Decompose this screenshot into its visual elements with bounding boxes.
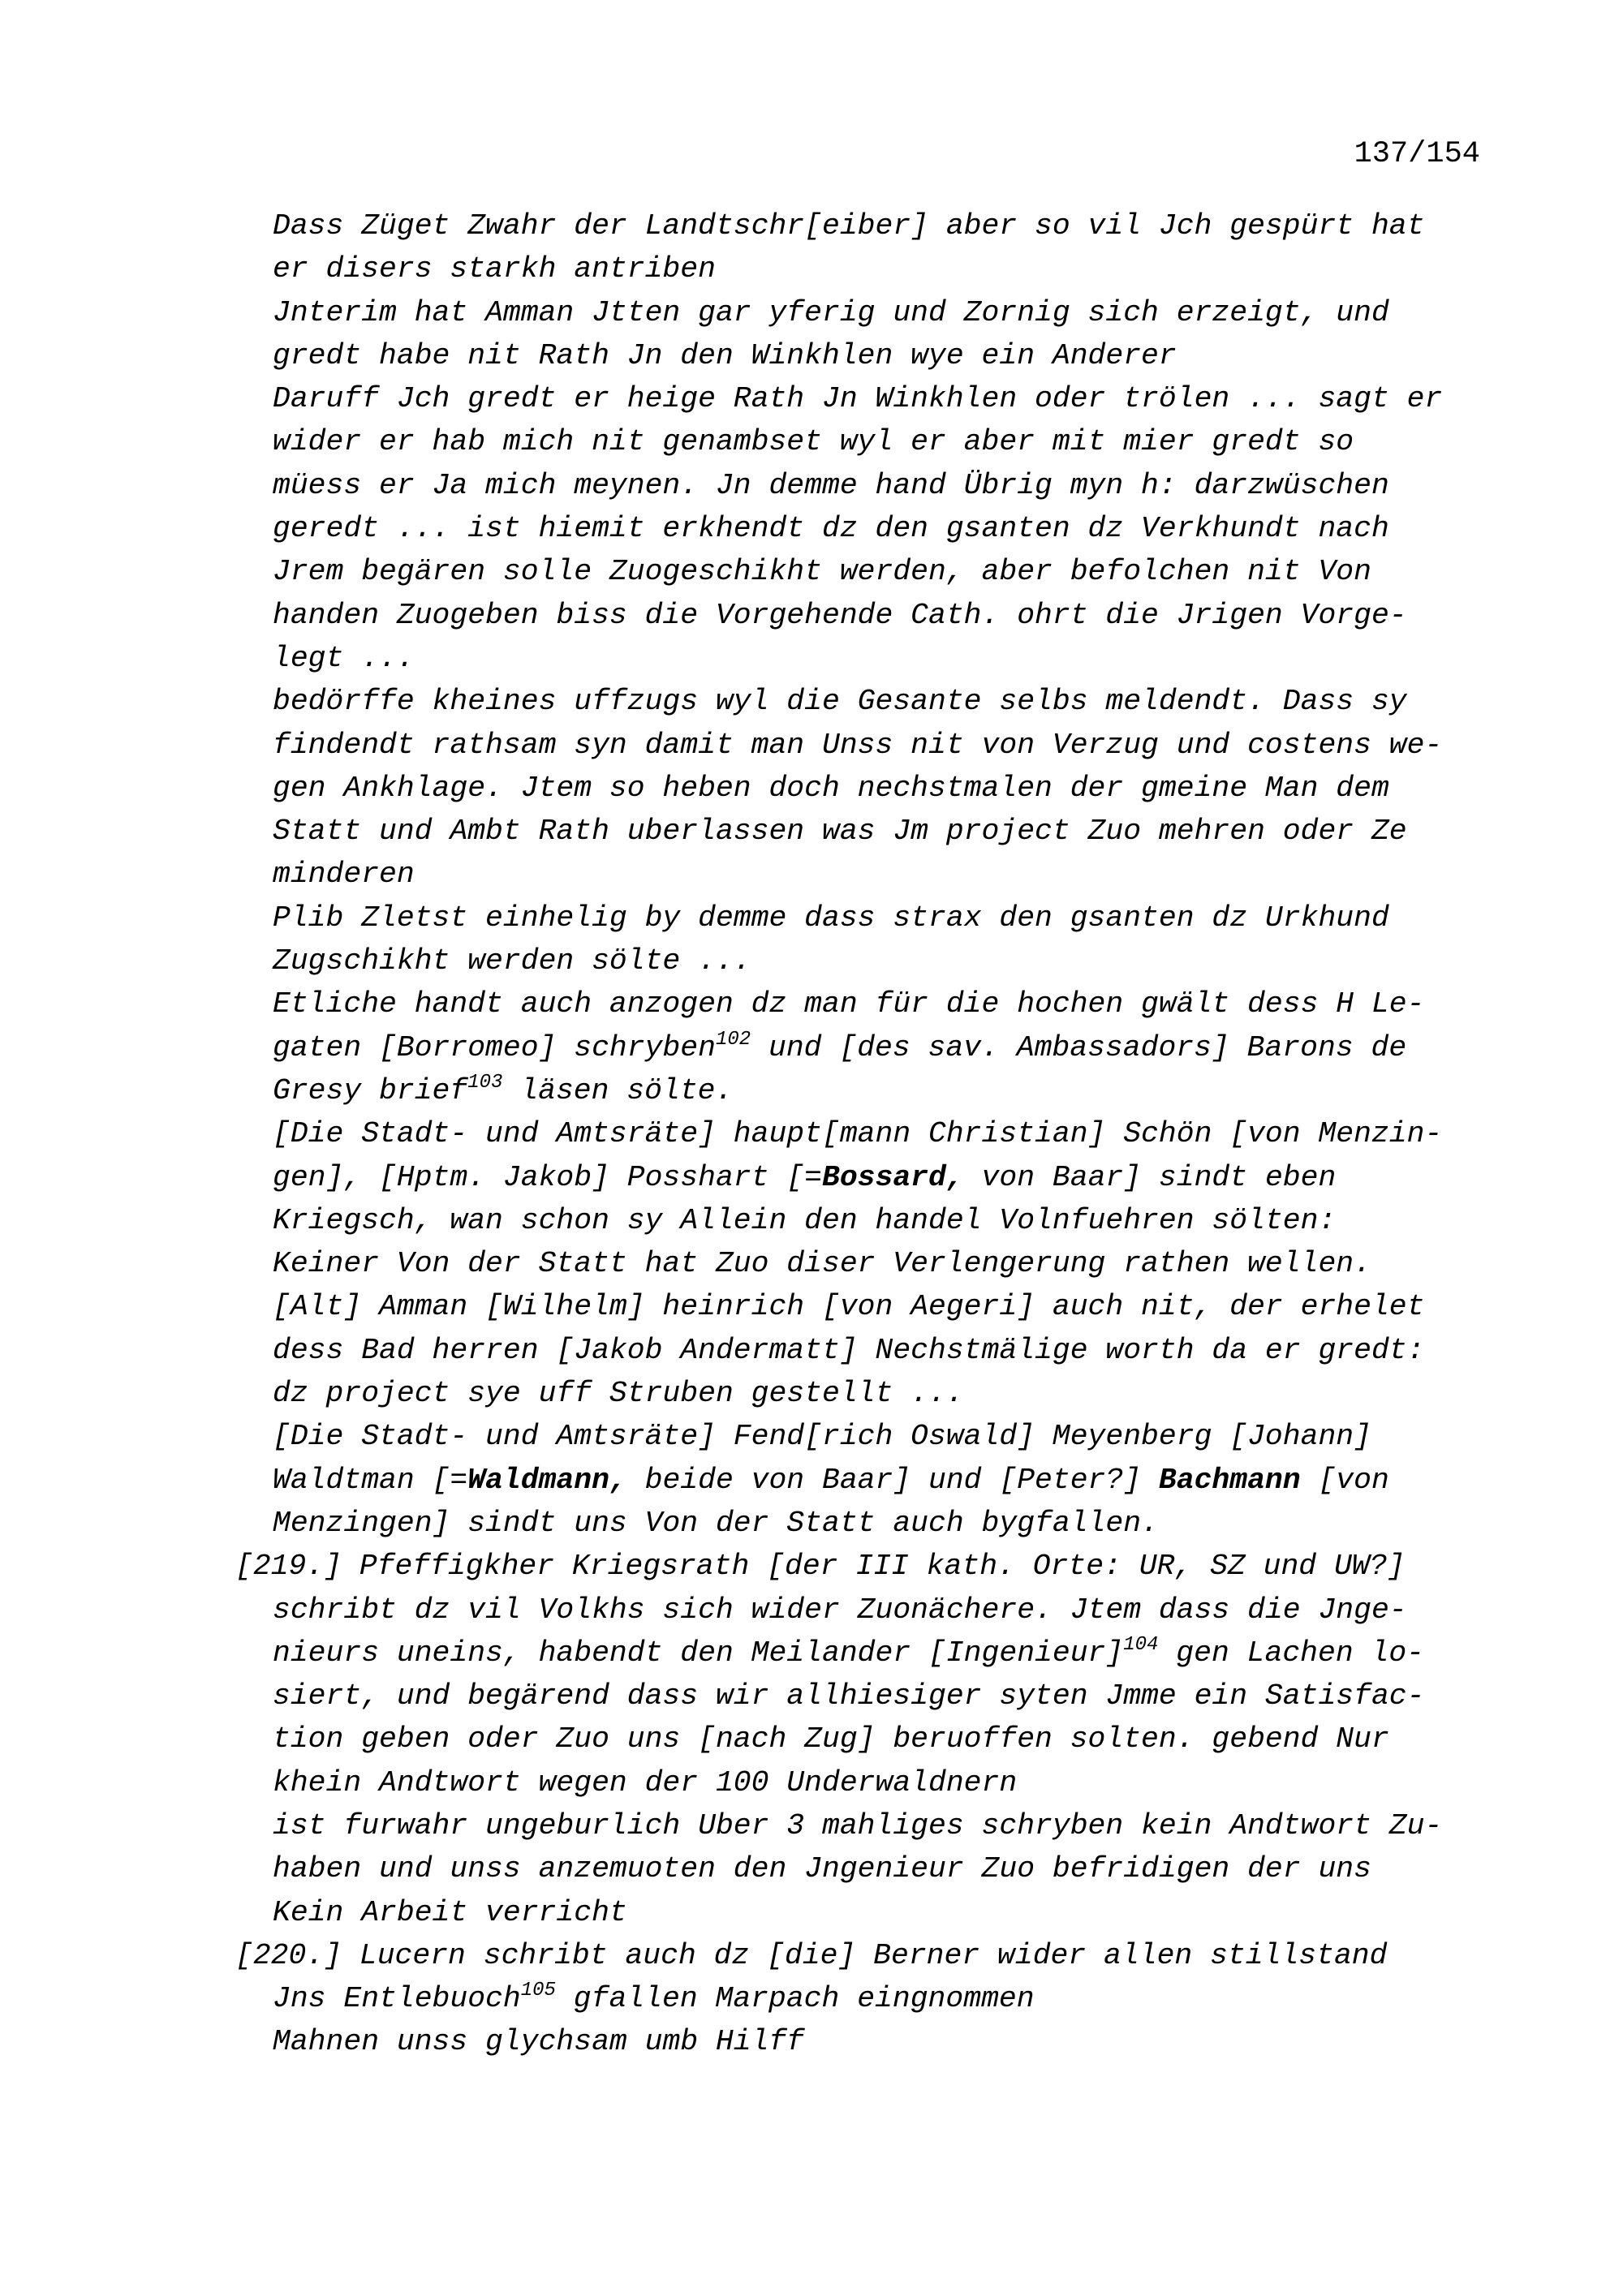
text-line [235,896,1501,939]
text-segment: nieurs uneins, habendt den Meilander [Ingenieur] [273,1636,1124,1670]
text-line [235,507,1501,550]
text-line [235,1761,1501,1804]
text-line [235,1891,1501,1934]
text-segment: dess Bad herren [Jakob Andermatt] Nechstmälige worth da er gredt: [273,1333,1425,1367]
text-line [235,1718,1501,1761]
text-line [235,1242,1501,1285]
text-line [235,1934,1501,1977]
text-segment: Etliche handt auch anzogen dz man für die hochen gwält dess H Le- [273,987,1425,1021]
text-segment: Zugschikht werden sölte ... [273,944,751,978]
text-line [235,767,1501,810]
text-segment: von Baar] sindt eben [963,1160,1337,1194]
text-segment: gfallen Marpach eingnommen [555,1982,1035,2016]
text-line [235,594,1501,637]
footnote-ref: 102 [715,1028,751,1051]
text-line [235,982,1501,1025]
text-line [235,1285,1501,1328]
text-line [235,1502,1501,1545]
text-segment: geredt ... ist hiemit erkhendt dz den gsanten dz Verkhundt nach [273,512,1389,546]
text-line [235,1632,1501,1675]
text-segment: Mahnen unss glychsam umb Hilff [273,2025,805,2059]
text-segment: gen], [Hptm. Jakob] Posshart [= [273,1160,822,1194]
text-segment: legt ... [273,641,415,675]
text-segment: Gresy brief [273,1073,468,1107]
text-segment: schribt dz vil Volkhs sich wider Zuonächere. Jtem dass die Jnge- [273,1593,1407,1627]
text-segment: Waldtman [= [273,1463,468,1497]
text-line [235,1372,1501,1415]
text-line [235,2020,1501,2063]
text-segment: Jnterim hat Amman Jtten gar yferig und Zornig sich erzeigt, und [273,295,1389,329]
text-line [235,637,1501,680]
text-segment: müess er Ja mich meynen. Jn demme hand Übrig myn h: darzwüschen [273,468,1389,502]
text-line [235,377,1501,420]
text-line [235,334,1501,377]
text-line [235,1977,1501,2020]
text-line [235,1589,1501,1632]
text-segment: tion geben oder Zuo uns [nach Zug] beruoffen solten. gebend Nur [273,1722,1389,1756]
text-segment: Kriegsch, wan schon sy Allein den handel Volnfuehren sölten: [273,1203,1337,1237]
text-segment: und [des sav. Ambassadors] Barons de [751,1030,1407,1064]
text-segment: gen Lachen lo- [1158,1636,1425,1670]
page-number: 137/154 [1354,137,1480,171]
text-segment: wider er hab mich nit genambset wyl er aber mit mier gredt so [273,425,1354,459]
text-line [235,1069,1501,1112]
text-segment: [Alt] Amman [Wilhelm] heinrich [von Aegeri] auch nit, der erhelet [273,1290,1425,1324]
text-segment: Plib Zletst einhelig by demme dass strax den gsanten dz Urkhund [273,901,1389,935]
text-line [235,291,1501,334]
text-line [235,1545,1501,1588]
text-segment: Menzingen] sindt uns Von der Statt auch bygfallen. [273,1506,1159,1540]
bold-name: Bossard, [821,1160,964,1194]
text-segment: Statt und Ambt Rath uberlassen was Jm project Zuo mehren oder Ze [273,815,1407,849]
text-line [235,853,1501,896]
text-line [235,1675,1501,1718]
text-segment: Dass Züget Zwahr der Landtschr[eiber] aber so vil Jch gespürt hat [273,209,1425,243]
document-body [235,204,1501,2064]
text-line [235,247,1501,290]
text-line [235,1804,1501,1847]
text-segment: [Die Stadt- und Amtsräte] Fend[rich Oswald] Meyenberg [Johann] [273,1420,1371,1454]
text-line [235,1026,1501,1069]
text-line [235,464,1501,507]
footnote-ref: 103 [467,1071,503,1094]
text-line [235,204,1501,247]
text-segment: bedörffe kheines uffzugs wyl die Gesante selbs meldendt. Dass sy [273,685,1407,719]
text-segment: [Die Stadt- und Amtsräte] haupt[mann Christian] Schön [von Menzin- [273,1117,1443,1151]
text-line [235,420,1501,463]
text-segment: minderen [273,858,415,892]
text-line [235,680,1501,723]
text-line [235,810,1501,853]
text-line [235,1199,1501,1242]
text-segment: findendt rathsam syn damit man Unss nit von Verzug und costens we- [273,728,1443,762]
text-line [235,1415,1501,1458]
footnote-ref: 104 [1123,1633,1159,1656]
text-line [235,550,1501,593]
text-segment: ist furwahr ungeburlich Uber 3 mahliges schryben kein Andtwort Zu- [273,1808,1443,1842]
text-line [235,1459,1501,1502]
text-line [235,1156,1501,1199]
text-segment: [219.] Pfeffigkher Kriegsrath [der III kath. Orte: UR, SZ und UW?] [235,1550,1406,1584]
text-line [235,1112,1501,1155]
bold-name: Bachmann [1158,1463,1301,1497]
text-segment: Jrem begären solle Zuogeschikht werden, aber befolchen nit Von [273,555,1371,589]
text-segment: Jns Entlebuoch [273,1982,521,2016]
text-segment: Keiner Von der Statt hat Zuo diser Verlengerung rathen wellen. [273,1247,1371,1281]
text-segment: [von [1300,1463,1389,1497]
footnote-ref: 105 [520,1980,556,2002]
text-segment: haben und unss anzemuoten den Jngenieur Zuo befridigen der uns [273,1852,1371,1886]
text-segment: beide von Baar] und [Peter?] [626,1463,1159,1497]
text-segment: handen Zuogeben biss die Vorgehende Cath. ohrt die Jrigen Vorge- [273,598,1407,632]
text-segment: Kein Arbeit verricht [273,1895,627,1929]
text-line [235,1847,1501,1890]
text-segment: gaten [Borromeo] schryben [273,1030,716,1064]
text-segment: [220.] Lucern schribt auch dz [die] Berner wider allen stillstand [235,1938,1388,1972]
text-segment: siert, und begärend dass wir allhiesiger syten Jmme ein Satisfac- [273,1679,1425,1713]
text-segment: dz project sye uff Struben gestellt ... [273,1377,964,1411]
text-segment: gredt habe nit Rath Jn den Winkhlen wye ein Anderer [273,338,1177,372]
text-segment: läsen sölte. [502,1073,734,1107]
bold-name: Waldmann, [467,1463,627,1497]
text-segment: gen Ankhlage. Jtem so heben doch nechstmalen der gmeine Man dem [273,771,1389,805]
text-segment: er disers starkh antriben [273,252,716,286]
text-segment: khein Andtwort wegen der 100 Underwaldnern [273,1765,1018,1799]
text-line [235,724,1501,767]
text-line [235,939,1501,982]
text-line [235,1329,1501,1372]
text-segment: Daruff Jch gredt er heige Rath Jn Winkhlen oder trölen ... sagt er [273,382,1443,416]
